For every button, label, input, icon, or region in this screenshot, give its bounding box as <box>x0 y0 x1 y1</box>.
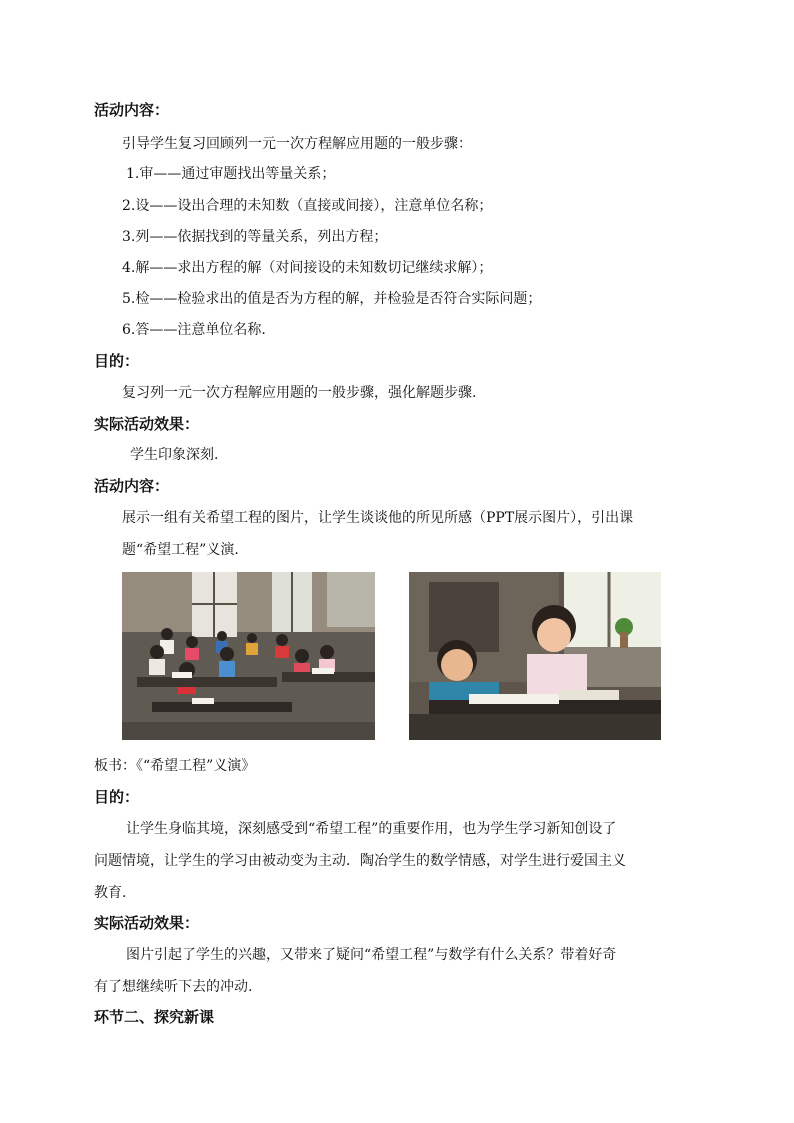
classroom-photo <box>122 572 375 740</box>
board-text: 板书：《“希望工程”义演》 <box>94 758 256 774</box>
activity-text-line-2: 题“希望工程”义演. <box>122 542 239 558</box>
step-3: 3.列——依据找到的等量关系，列出方程； <box>122 229 388 245</box>
purpose-text-2-line-1: 让学生身临其境，深刻感受到“希望工程”的重要作用，也为学生学习新知创设了 <box>126 821 617 837</box>
heading-activity-content-1: 活动内容： <box>94 101 170 119</box>
purpose-text-2-line-2: 问题情境，让学生的学习由被动变为主动．陶冶学生的数学情感，对学生进行爱国主义 <box>94 853 626 869</box>
heading-section-two: 环节二、探究新课 <box>94 1008 215 1026</box>
heading-activity-content-2: 活动内容： <box>94 477 170 495</box>
effect-text-2-line-2: 有了想继续听下去的冲动. <box>94 979 253 995</box>
heading-effect-1: 实际活动效果： <box>94 415 200 433</box>
heading-effect-2: 实际活动效果： <box>94 914 200 932</box>
step-5: 5.检——检验求出的值是否为方程的解，并检验是否符合实际问题； <box>122 291 542 307</box>
purpose-text-1: 复习列一元一次方程解应用题的一般步骤，强化解题步骤. <box>122 385 477 401</box>
effect-text-1: 学生印象深刻. <box>130 447 219 463</box>
purpose-text-2-line-3: 教育. <box>94 885 127 901</box>
step-2: 2.设——设出合理的未知数（直接或间接），注意单位名称； <box>122 198 493 214</box>
step-6: 6.答——注意单位名称. <box>122 322 266 338</box>
heading-purpose-1: 目的： <box>94 352 140 370</box>
step-1: 1.审——通过审题找出等量关系； <box>126 166 336 182</box>
effect-text-2-line-1: 图片引起了学生的兴趣，又带来了疑问“希望工程”与数学有什么关系？带着好奇 <box>126 947 617 963</box>
two-children-photo <box>409 572 661 740</box>
activity-text-line-1: 展示一组有关希望工程的图片，让学生谈谈他的所见所感（PPT展示图片），引出课 <box>122 510 634 526</box>
intro-text: 引导学生复习回顾列一元一次方程解应用题的一般步骤： <box>122 136 472 152</box>
step-4: 4.解——求出方程的解（对间接设的未知数切记继续求解）； <box>122 260 493 276</box>
heading-purpose-2: 目的： <box>94 788 140 806</box>
